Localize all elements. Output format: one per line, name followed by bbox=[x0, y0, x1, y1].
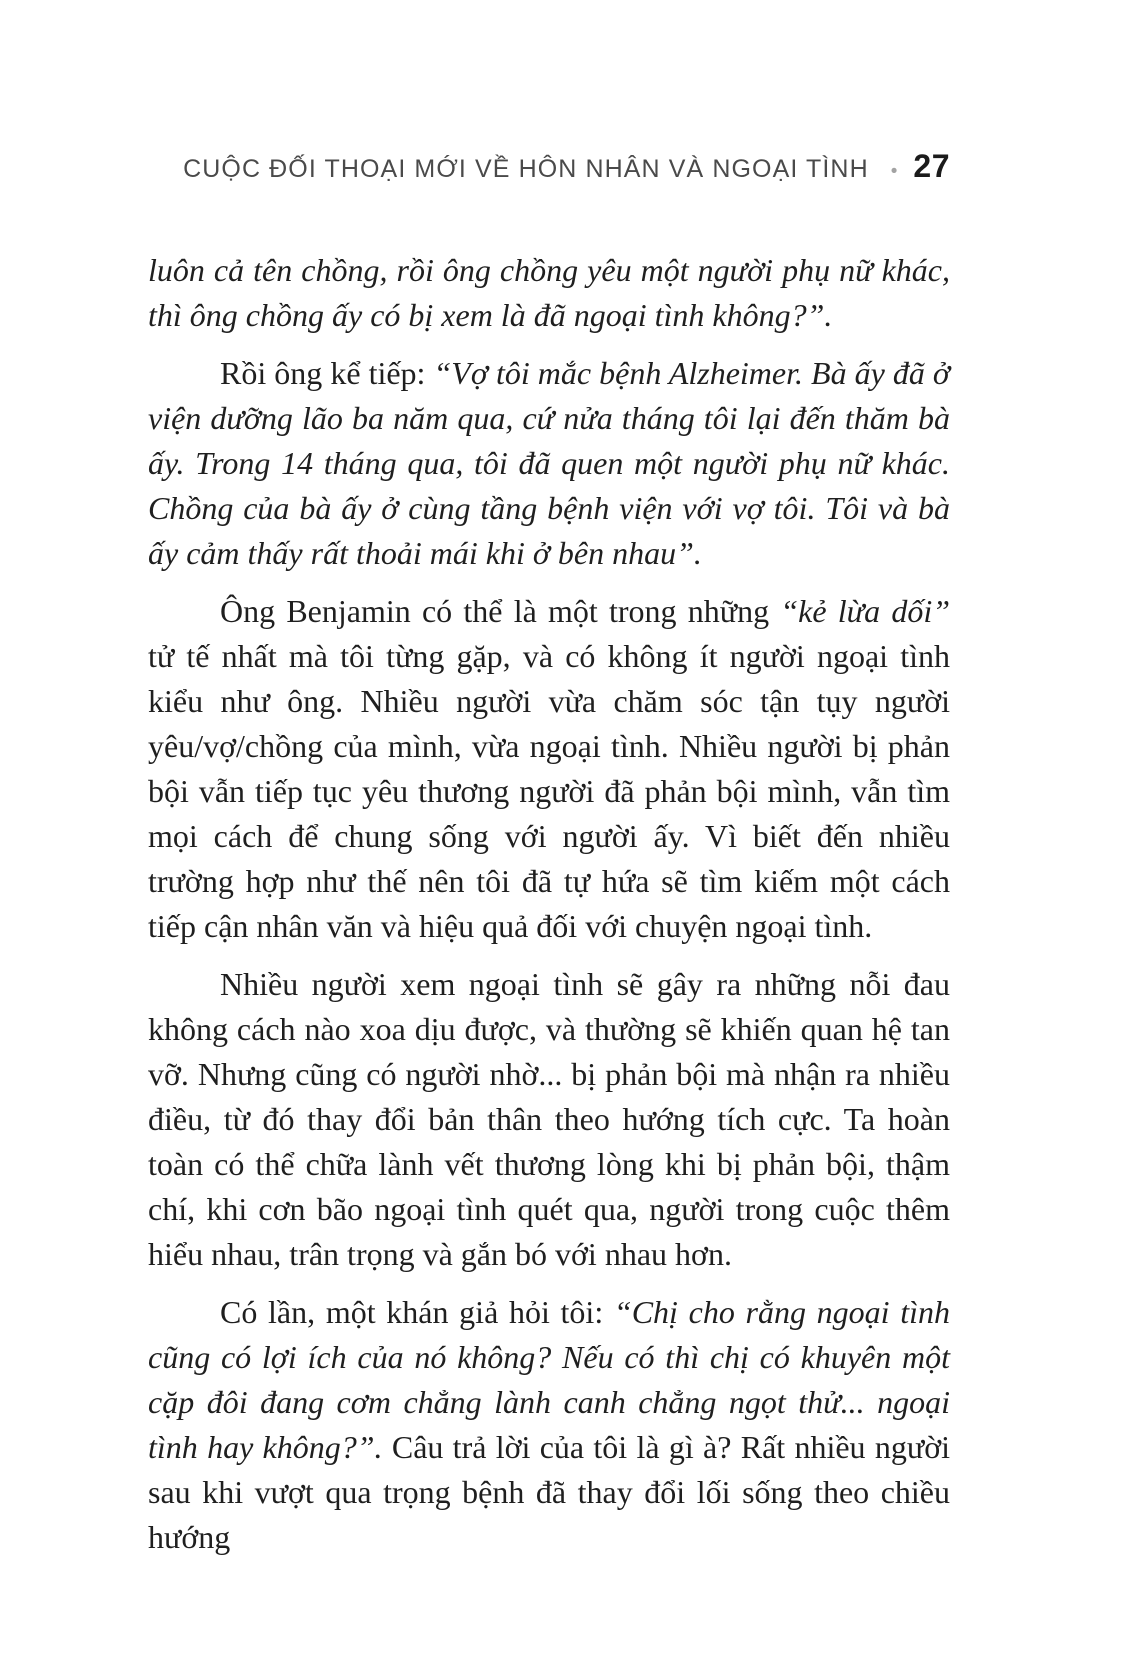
text-run: Ông Benjamin có thể là một trong những bbox=[220, 593, 781, 629]
separator-bullet-icon: • bbox=[890, 161, 898, 182]
text-run: “Vợ tôi mắc bệnh Alzheimer. Bà ấy đã ở viện dưỡng lão ba năm qua, cứ nửa tháng tôi lại đến thăm bà ấy. Trong 14 tháng qua, tôi đã quen một người phụ nữ khác. Chồng của bà ấy ở cùng tầng bệnh viện với vợ tôi. Tôi và bà ấy cảm thấy rất thoải mái khi ở bên nhau”. bbox=[148, 355, 950, 571]
page-body bbox=[148, 248, 950, 1560]
text-run: luôn cả tên chồng, rồi ông chồng yêu một người phụ nữ khác, thì ông chồng ấy có bị xem là đã ngoại tình không?”. bbox=[148, 252, 950, 333]
text-run: Rồi ông kể tiếp: bbox=[220, 355, 434, 391]
running-title: CUỘC ĐỐI THOẠI MỚI VỀ HÔN NHÂN VÀ NGOẠI TÌNH bbox=[183, 155, 869, 183]
paragraph bbox=[148, 962, 950, 1277]
paragraph bbox=[148, 351, 950, 576]
text-run: Câu trả lời của tôi là gì à? Rất nhiều người sau khi vượt qua trọng bệnh đã thay đổi lối sống theo chiều hướng bbox=[148, 1429, 951, 1555]
paragraph bbox=[148, 248, 950, 338]
page-number: 27 bbox=[913, 148, 950, 184]
text-run: “kẻ lừa dối” bbox=[780, 593, 951, 629]
text-run: Có lần, một khán giả hỏi tôi: bbox=[220, 1294, 614, 1330]
text-run: Nhiều người xem ngoại tình sẽ gây ra những nỗi đau không cách nào xoa dịu được, và thường sẽ khiến quan hệ tan vỡ. Nhưng cũng có người nhờ... bị phản bội mà nhận ra nhiều điều, từ đó thay đổi bản thân theo hướng tích cực. Ta hoàn toàn có thể chữa lành vết thương lòng khi bị phản bội, thậm chí, khi cơn bão ngoại tình quét qua, người trong cuộc thêm hiểu nhau, trân trọng và gắn bó với nhau hơn. bbox=[148, 966, 950, 1272]
text-run: “Chị cho rằng ngoại tình cũng có lợi ích của nó không? Nếu có thì chị có khuyên một cặp đôi đang cơm chẳng lành canh chẳng ngọt thử... ngoại tình hay không?”. bbox=[148, 1294, 950, 1465]
paragraph bbox=[148, 1290, 950, 1560]
running-head bbox=[148, 148, 950, 185]
paragraph bbox=[148, 589, 950, 949]
text-run: tử tế nhất mà tôi từng gặp, và có không ít người ngoại tình kiểu như ông. Nhiều người vừa chăm sóc tận tụy người yêu/vợ/chồng của mình, vừa ngoại tình. Nhiều người bị phản bội vẫn tiếp tục yêu thương người đã phản bội mình, vẫn tìm mọi cách để chung sống với người ấy. Vì biết đến nhiều trường hợp như thế nên tôi đã tự hứa sẽ tìm kiếm một cách tiếp cận nhân văn và hiệu quả đối với chuyện ngoại tình. bbox=[148, 638, 950, 944]
